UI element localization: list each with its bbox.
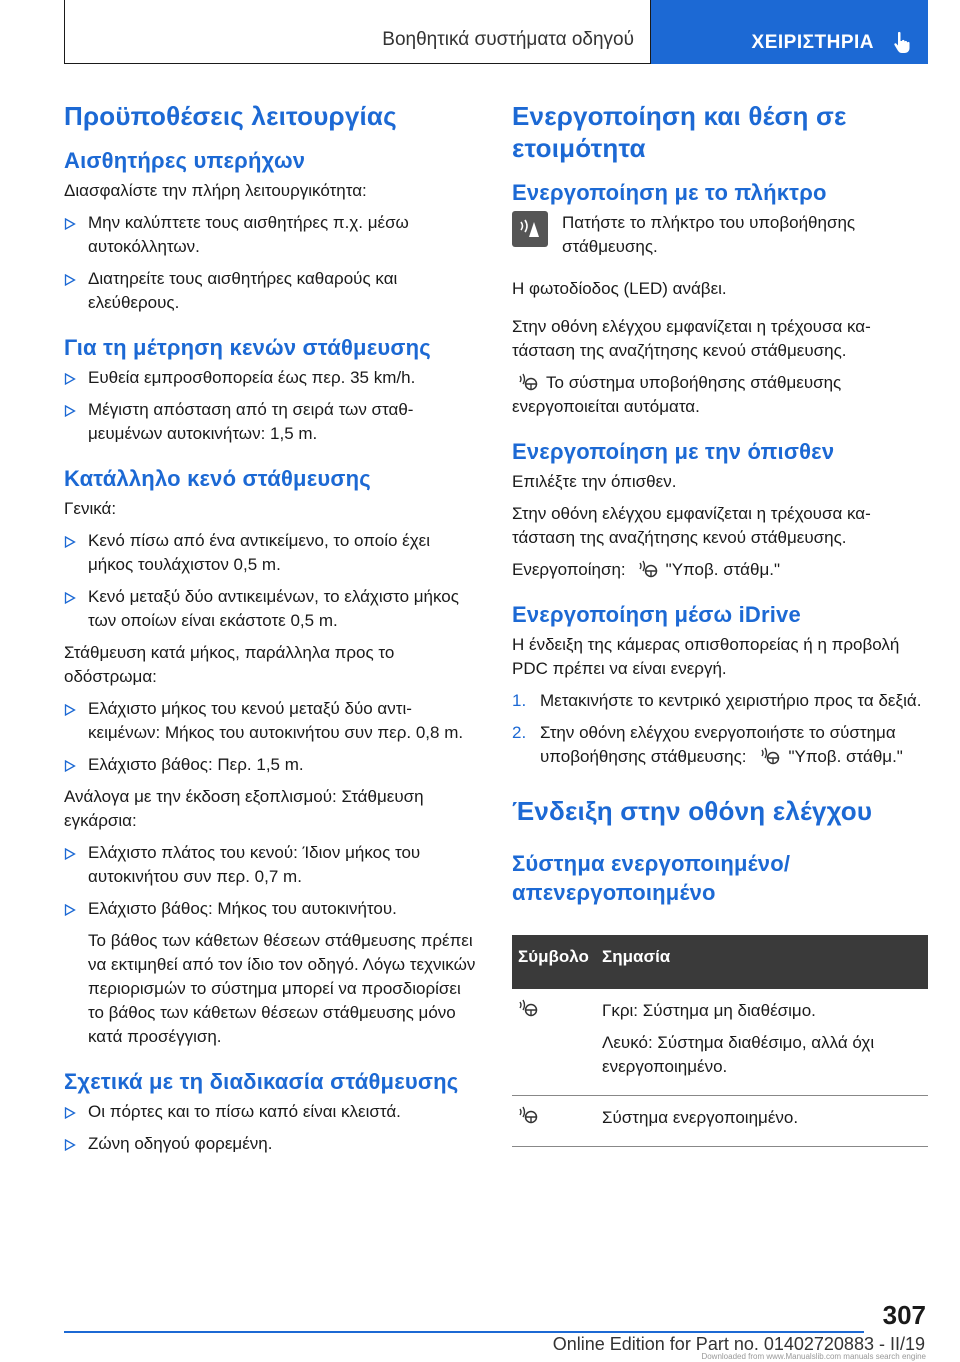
list-item: Ελάχιστο πλάτος του κενού: Ίδιον μήκος του αυτοκινήτου συν περ. 0,7 m. (64, 841, 476, 889)
subsection-title: Κατάλληλο κενό στάθμευσης (64, 466, 371, 491)
list-item: Διατηρείτε τους αισθητήρες καθαρούς και ελεύθερους. (64, 267, 476, 315)
list-item: Ζώνη οδηγού φορεμένη. (64, 1132, 476, 1156)
table-cell-text: Σύστημα ενεργοποιημένο. (602, 1108, 799, 1127)
paragraph: Πατήστε το πλήκτρο του υποβοήθησης στάθμευσης. (562, 213, 856, 256)
table-cell-text: Γκρι: Σύστημα μη διαθέσιμο. (602, 1001, 816, 1020)
table-header-meaning: Σημασία (596, 935, 928, 989)
triangle-bullet-icon (64, 904, 76, 916)
paragraph: Η φωτοδίοδος (LED) ανάβει. (512, 279, 727, 298)
subsection-title: Σχετικά με τη διαδικασία στάθμευσης (64, 1069, 459, 1094)
bullet-list (64, 366, 476, 446)
table-row (512, 1096, 928, 1147)
paragraph: Διασφαλίστε την πλήρη λειτουργικότητα: (64, 181, 367, 200)
parking-assistant-icon (760, 747, 780, 765)
paragraph: Στάθμευση κατά μήκος, παράλληλα προς το οδόστρωμα: (64, 643, 395, 686)
paragraph: Ανάλογα με την έκδοση εξοπλισμού: Στάθμευση εγκάρσια: (64, 787, 424, 830)
paragraph: Ενεργοποίηση: "Υποβ. στάθμ." (512, 560, 780, 579)
section-heading: Ένδειξη στην οθόνη ελέγχου (512, 796, 873, 826)
triangle-bullet-icon (64, 848, 76, 860)
paragraph: Στην οθόνη ελέγχου εμφανίζεται η τρέχουσα κατάσταση της αναζήτησης κενού στάθμευσης. (512, 317, 871, 360)
bullet-list (64, 529, 476, 633)
edition-note: Online Edition for Part no. 01402720883 - II/19 (552, 1334, 925, 1354)
table-cell-text: Λευκό: Σύστημα διαθέσιμο, αλλά όχι ενεργοποιημένο. (602, 1033, 875, 1076)
parking-assistant-button-icon (512, 211, 548, 247)
triangle-bullet-icon (64, 760, 76, 772)
subsection-title: Ενεργοποίηση με το πλήκτρο (512, 180, 827, 205)
depth-note: Το βάθος των κάθετων θέσεων στάθμευσης πρέπει να εκτιμηθεί από τον ίδιο τον οδηγό. Λόγω τεχνικών περιορισμών το σύστημα μπορεί να προσδιορίσει το βάθος των κάθετων θέσεων στάθμευσης μόνο κατά προσέγγιση. (88, 931, 476, 1046)
numbered-list (512, 689, 928, 769)
subsection-title: Ενεργοποίηση μέσω iDrive (512, 602, 801, 627)
bullet-list (64, 841, 476, 1049)
list-item: Κενό μεταξύ δύο αντικειμένων, το ελάχιστο μήκος των οποίων είναι εκάστοτε 0,5 m. (64, 585, 476, 633)
list-item: Ευθεία εμπροσθοπορεία έως περ. 35 km/h. (64, 366, 476, 390)
subsection-title: Σύστημα ενεργοποιημένο/απενεργοποιημένο (512, 851, 791, 905)
footer-divider (64, 1331, 864, 1333)
triangle-bullet-icon (64, 405, 76, 417)
triangle-bullet-icon (64, 704, 76, 716)
list-item: 1. Μετακινήστε το κεντρικό χειριστήριο προς τα δεξιά. (512, 691, 922, 710)
list-item: Κενό πίσω από ένα αντικείμενο, το οποίο έχει μήκος τουλάχιστον 0,5 m. (64, 529, 476, 577)
paragraph: Στην οθόνη ελέγχου εμφανίζεται η τρέχουσα κατάσταση της αναζήτησης κενού στάθμευσης. (512, 504, 871, 547)
page-header (64, 0, 928, 64)
page-number: 307 (882, 1300, 926, 1330)
subsection-title: Για τη μέτρηση κενών στάθμευσης (64, 335, 431, 360)
section-heading: Ενεργοποίηση και θέση σε ετοιμότητα (512, 101, 847, 163)
right-column (512, 100, 928, 1147)
left-column (64, 100, 476, 1164)
list-item: Μην καλύπτετε τους αισθητήρες π.χ. μέσω αυτοκόλλητων. (64, 211, 476, 259)
parking-assistant-icon (518, 373, 538, 391)
triangle-bullet-icon (64, 1139, 76, 1151)
paragraph: Το σύστημα υποβοήθησης στάθμευσης ενεργοποιείται αυτόματα. (512, 373, 842, 416)
bullet-list (64, 211, 476, 315)
triangle-bullet-icon (64, 218, 76, 230)
subsection-title: Αισθητήρες υπερήχων (64, 148, 306, 173)
parking-assistant-active-icon (518, 1106, 538, 1124)
list-item: Οι πόρτες και το πίσω καπό είναι κλειστά. (64, 1100, 476, 1124)
subsection-title: Ενεργοποίηση με την όπισθεν (512, 439, 835, 464)
parking-assistant-icon (638, 560, 658, 578)
list-item: Ελάχιστο βάθος: Περ. 1,5 m. (64, 753, 476, 777)
chapter-title: ΧΕΙΡΙΣΤΗΡΙΑ (751, 32, 874, 53)
section-heading: Προϋποθέσεις λειτουργίας (64, 101, 397, 131)
triangle-bullet-icon (64, 592, 76, 604)
list-item: Ελάχιστο μήκος του κενού μεταξύ δύο αντικειμένων: Μήκος του αυτοκινήτου συν περ. 0,8 m. (64, 697, 476, 745)
watermark: Downloaded from www.Manualslib.com manuals search engine (701, 1352, 926, 1361)
section-title: Βοηθητικά συστήματα οδηγού (64, 0, 651, 64)
paragraph: Επιλέξτε την όπισθεν. (512, 472, 677, 491)
triangle-bullet-icon (64, 1107, 76, 1119)
table-row (512, 989, 928, 1096)
bullet-list (64, 697, 476, 777)
triangle-bullet-icon (64, 536, 76, 548)
paragraph: Γενικά: (64, 499, 117, 518)
button-instruction (512, 211, 928, 267)
list-item: 2. Στην οθόνη ελέγχου ενεργοποιήστε το σύστημα υποβοήθησης στάθμευσης: "Υποβ. στάθμ." (512, 723, 903, 766)
table-header-symbol: Σύμβολο (512, 935, 596, 989)
hand-pointer-icon (892, 30, 918, 54)
parking-assistant-inactive-icon (518, 999, 538, 1017)
chapter-tab[interactable] (651, 0, 928, 64)
bullet-list (64, 1100, 476, 1156)
triangle-bullet-icon (64, 274, 76, 286)
symbol-table (512, 935, 928, 1147)
triangle-bullet-icon (64, 373, 76, 385)
list-item: Μέγιστη απόσταση από τη σειρά των σταθμευμένων αυτοκινήτων: 1,5 m. (64, 398, 476, 446)
paragraph: Η ένδειξη της κάμερας οπισθοπορείας ή η προβολή PDC πρέπει να είναι ενεργή. (512, 635, 900, 678)
list-item: Ελάχιστο βάθος: Μήκος του αυτοκινήτου. Το βάθος των κάθετων θέσεων στάθμευσης πρέπει να εκτιμηθεί από τον ίδιο τον οδηγό. Λόγω τεχνικών περιορισμών το σύστημα μπορεί να προσδιορίσει το βάθος των κάθετων θέσεων στάθμευσης μόνο κατά προσέγγιση. (64, 897, 476, 1049)
